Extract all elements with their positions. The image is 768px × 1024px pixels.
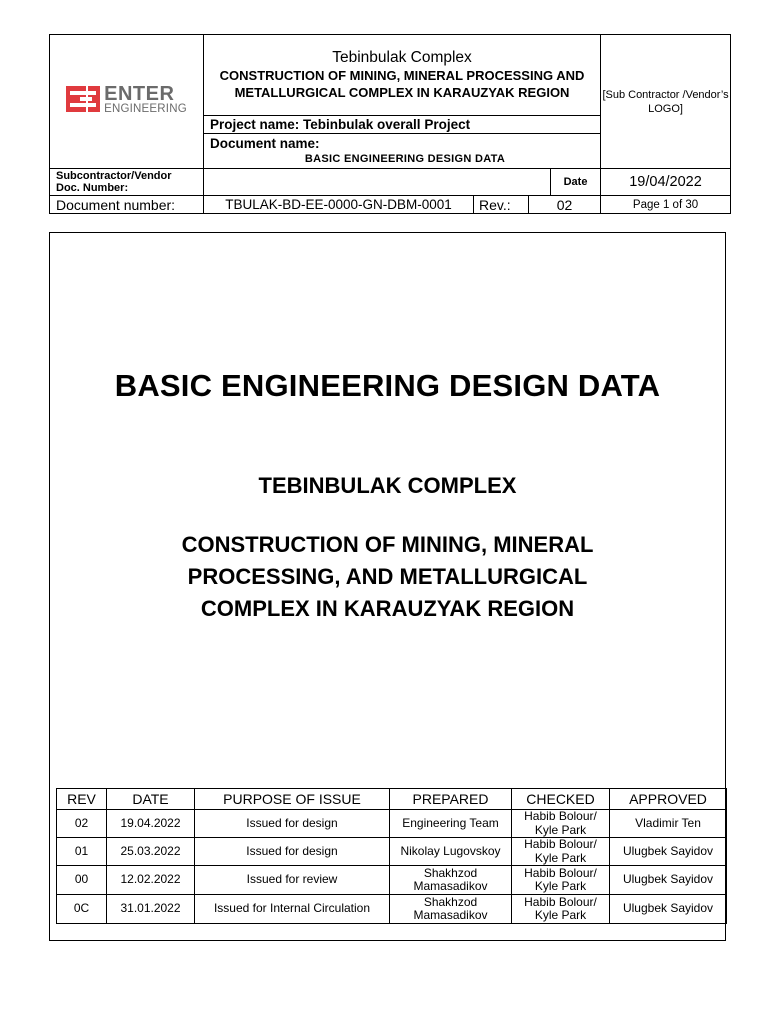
checked-line: Habib Bolour/ <box>524 865 597 880</box>
column-header-date: DATE <box>107 789 195 810</box>
approved-cell: Ulugbek Sayidov <box>610 866 727 895</box>
revision-table-header <box>57 789 727 810</box>
prepared-cell: Engineering Team <box>390 810 512 838</box>
prepared-line: Mamasadikov <box>413 908 488 922</box>
cover-description-line: COMPLEX IN KARAUZYAK REGION <box>200 596 575 621</box>
table-row <box>57 810 727 838</box>
checked-line: Kyle Park <box>534 879 587 893</box>
document-number-label: Document number: <box>50 196 204 214</box>
column-header-purpose: PURPOSE OF ISSUE <box>195 789 390 810</box>
revision-table <box>56 788 727 924</box>
subcontractor-doc-number-label <box>50 169 204 196</box>
rev-cell: 02 <box>57 810 107 838</box>
approved-cell: Ulugbek Sayidov <box>610 895 727 924</box>
cover-subtitle: TEBINBULAK COMPLEX <box>258 473 517 498</box>
company-logo-cell <box>50 35 204 169</box>
logo-text-engineering: ENGINEERING <box>104 102 187 115</box>
column-header-approved: APPROVED <box>610 789 727 810</box>
prepared-cell <box>390 895 512 924</box>
document-number-value: TBULAK-BD-EE-0000-GN-DBM-0001 <box>204 196 474 214</box>
purpose-cell: Issued for design <box>195 810 390 838</box>
document-name-label: Document name: <box>210 136 320 151</box>
prepared-cell: Nikolay Lugovskoy <box>390 838 512 866</box>
date-cell: 31.01.2022 <box>107 895 195 924</box>
title-cell <box>204 35 601 116</box>
checked-line: Kyle Park <box>534 822 587 837</box>
checked-cell <box>512 866 610 895</box>
checked-cell <box>512 838 610 866</box>
subcontractor-doc-number-value <box>204 169 551 196</box>
checked-line: Habib Bolour/ <box>524 809 597 823</box>
checked-cell <box>512 895 610 924</box>
checked-cell <box>512 810 610 838</box>
prepared-line: Mamasadikov <box>413 879 488 893</box>
document-name-cell <box>204 134 601 169</box>
project-name: Project name: Tebinbulak overall Project <box>204 116 601 134</box>
prepared-line: Shakhzod <box>423 894 478 909</box>
date-cell: 12.02.2022 <box>107 866 195 895</box>
approved-cell: Vladimir Ten <box>610 810 727 838</box>
cover-description <box>50 529 725 625</box>
logo-text-enter: ENTER <box>104 82 175 105</box>
rev-cell: 0C <box>57 895 107 924</box>
document-name-value: BASIC ENGINEERING DESIGN DATA <box>304 153 506 165</box>
rev-cell: 01 <box>57 838 107 866</box>
rev-cell: 00 <box>57 866 107 895</box>
cover-title: BASIC ENGINEERING DESIGN DATA <box>114 368 661 403</box>
table-row <box>57 895 727 924</box>
checked-line: Habib Bolour/ <box>524 894 597 909</box>
column-header-checked: CHECKED <box>512 789 610 810</box>
table-row <box>57 838 727 866</box>
checked-line: Habib Bolour/ <box>524 837 597 851</box>
construction-title: CONSTRUCTION OF MINING, MINERAL PROCESSING AND METALLURGICAL COMPLEX IN KARAUZYAK REGION <box>219 67 585 100</box>
date-value: 19/04/2022 <box>601 169 731 196</box>
checked-line: Kyle Park <box>534 850 587 865</box>
date-cell: 19.04.2022 <box>107 810 195 838</box>
checked-line: Kyle Park <box>534 908 587 922</box>
purpose-cell: Issued for Internal Circulation <box>195 895 390 924</box>
enter-engineering-logo <box>66 84 187 116</box>
document-header <box>49 34 731 214</box>
enter-logo-icon <box>66 84 100 114</box>
column-header-prepared: PREPARED <box>390 789 512 810</box>
date-label: Date <box>551 169 601 196</box>
revision-label: Rev.: <box>474 196 529 214</box>
vendor-logo-placeholder: [Sub Contractor /Vendor’s LOGO] <box>601 35 731 169</box>
column-header-rev: REV <box>57 789 107 810</box>
date-cell: 25.03.2022 <box>107 838 195 866</box>
approved-cell: Ulugbek Sayidov <box>610 838 727 866</box>
prepared-line: Shakhzod <box>423 865 478 880</box>
cover-description-line: CONSTRUCTION OF MINING, MINERAL <box>181 532 594 557</box>
revision-value: 02 <box>529 196 601 214</box>
table-row <box>57 866 727 895</box>
subcontractor-label-line1: Subcontractor/Vendor <box>56 170 172 182</box>
prepared-cell <box>390 866 512 895</box>
cover-description-line: PROCESSING, AND METALLURGICAL <box>187 564 588 589</box>
complex-name: Tebinbulak Complex <box>332 48 472 66</box>
subcontractor-label-line2: Doc. Number: <box>56 182 129 194</box>
purpose-cell: Issued for design <box>195 838 390 866</box>
page-number: Page 1 of 30 <box>601 196 731 214</box>
purpose-cell: Issued for review <box>195 866 390 895</box>
